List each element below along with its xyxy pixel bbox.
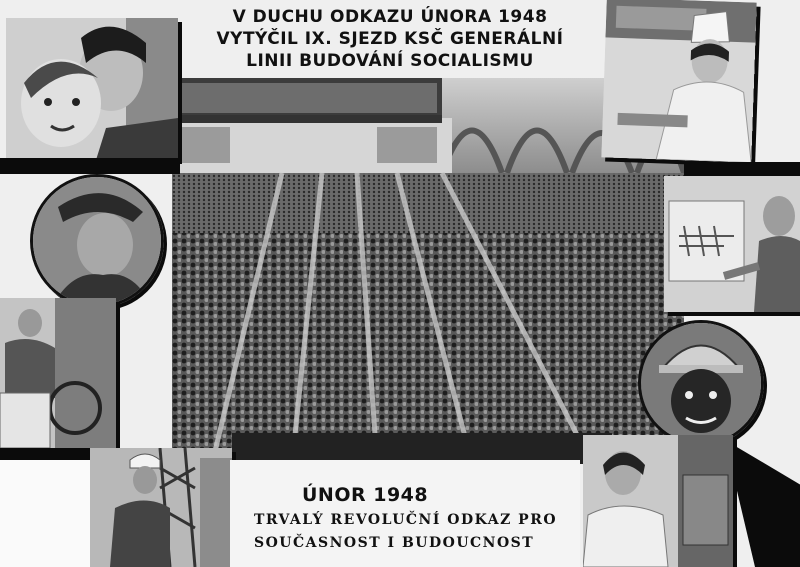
- operator-photo: [583, 435, 733, 567]
- white-corner-panel: [0, 448, 90, 567]
- nurse-photo: [601, 0, 756, 163]
- title-line-3: LINII BUDOVÁNÍ SOCIALISMU: [246, 51, 534, 71]
- miner-portrait-circle: [638, 320, 764, 446]
- black-band-right: [684, 162, 800, 176]
- poster-title: [180, 6, 600, 72]
- welder-photo: [0, 298, 116, 448]
- black-wedge-bottom-right: [725, 440, 800, 567]
- slogan-line-2: SOUČASNOST I BUDOUCNOST: [254, 535, 535, 551]
- draftsman-photo: [664, 176, 800, 312]
- title-line-2: VYTÝČIL IX. SJEZD KSČ GENERÁLNÍ: [216, 29, 564, 49]
- worker-portrait-circle: [30, 174, 164, 308]
- mother-and-child-photo: [6, 18, 178, 160]
- slogan-text: [254, 509, 557, 555]
- slogan-line-1: TRVALÝ REVOLUČNÍ ODKAZ PRO: [254, 512, 558, 528]
- black-band-left: [0, 158, 180, 174]
- construction-worker-photo: [90, 448, 232, 567]
- slogan-heading: ÚNOR 1948: [302, 484, 429, 506]
- title-line-1: V DUCHU ODKAZU ÚNORA 1948: [232, 7, 548, 27]
